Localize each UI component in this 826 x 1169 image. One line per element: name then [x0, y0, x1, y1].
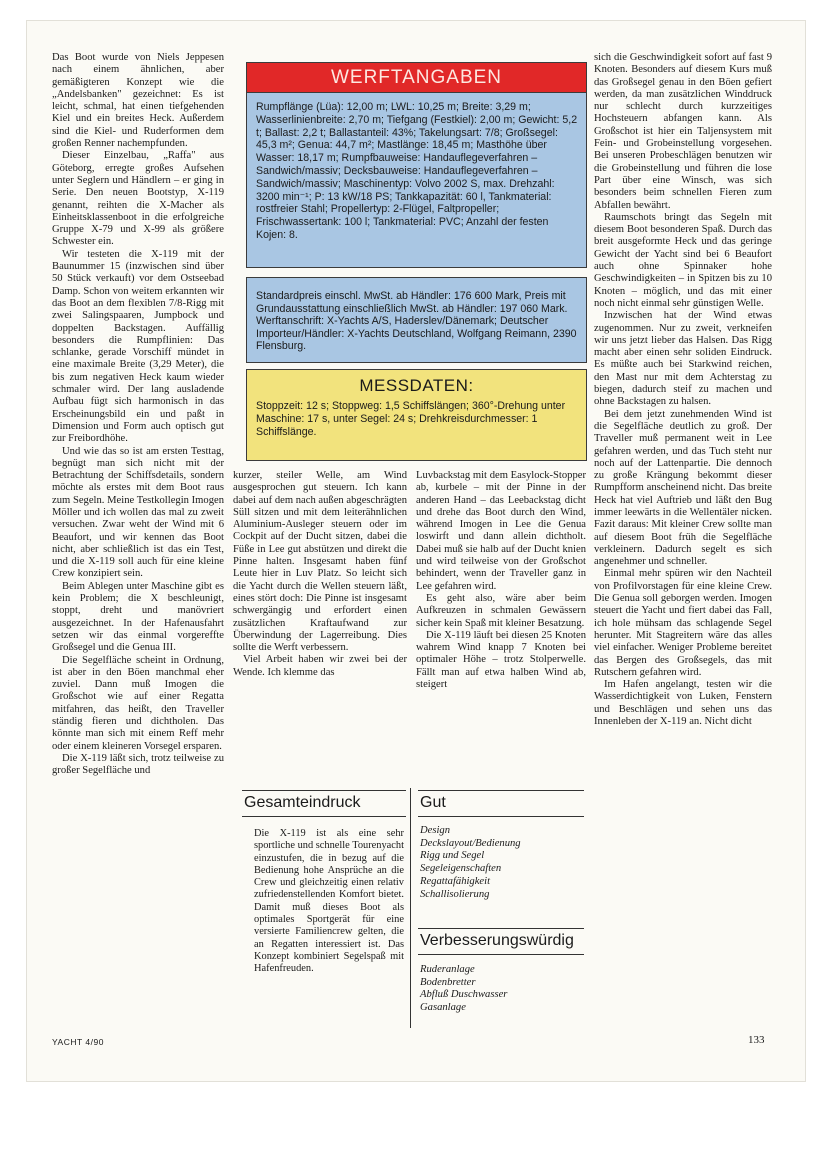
- list-item: Abfluß Duschwasser: [420, 989, 508, 1001]
- list-item: Bodenbretter: [420, 976, 476, 988]
- paragraph: Dieser Einzelbau, „Raffa" aus Göteborg, erregte großes Aufsehen unter Seglern und Händlern – er ging in Serie. Den neuen Bootstyp, X-119 genannt, reihten die X-Macher als Einheitsklassenboot in die erfolgreiche Gruppe X-79 und X-99 als größere Schwester ein.: [52, 150, 224, 248]
- list-item: Ruderanlage: [420, 964, 475, 975]
- divider: [242, 790, 406, 791]
- list-item: Rigg und Segel: [420, 850, 485, 862]
- column-divider: [410, 788, 411, 1028]
- messdaten-text: Stoppzeit: 12 s; Stoppweg: 1,5 Schiffslängen; 360°-Drehung unter Maschine: 17 s, unter Segel: 24 s; Drehkreisdurchmesser: 1 Schiffslänge.: [256, 400, 566, 438]
- price-box: Standardpreis einschl. MwSt. ab Händler: 176 600 Mark, Preis mit Grundausstattung einschließlich MwSt. ab Händler: 197 060 Mark. Werftanschrift: X-Yachts A/S, Haderslev/Dänemark; Deutscher Importeur/Händler: X-Yachts Deutschland, Wolfgang Reimann, 2390 Flensburg.: [246, 277, 587, 363]
- werftangaben-title: WERFTANGABEN: [247, 63, 586, 93]
- werftangaben-box: [246, 62, 587, 268]
- divider: [242, 816, 406, 817]
- gut-list: [420, 825, 521, 901]
- list-item: Segeleigenschaften: [420, 863, 502, 875]
- text-column-4: [594, 52, 772, 1040]
- verbesserungswuerdig-list: [420, 964, 507, 1015]
- list-item: Gasanlage: [420, 1002, 466, 1014]
- paragraph: Inzwischen hat der Wind etwas zugenommen. Nur zu zweit, verkneifen wir uns jetzt lieber das Halsen. Das Rigg macht aber einen sehr soliden Eindruck. Es müßte auch bei Starkwind reichen, den Mast nur mit dem Achterstag zu biegen, dadurch steif zu machen und ohne Backstagen zu halsen.: [594, 310, 772, 408]
- paragraph: Und wie das so ist am ersten Testtag, begnügt man sich nicht mit der Betrachtung der Schiffsdetails, sondern möchte als erstes mit dem Boot raus zum Segeln. Meine Testkollegin Imogen Möller und ich wollen das mal zu zweit versuchen. Zwar weht der Wind mit 6 Beaufort, und wir kennen das Boot nicht, aber schließlich ist das ein Test, und die X-119 soll auch für eine kleine Crew konzipiert sein.: [52, 445, 224, 580]
- page-number: 133: [748, 1034, 765, 1046]
- paragraph: Bei dem jetzt zunehmenden Wind ist die Segelfläche deutlich zu groß. Der Traveller muß permanent weit in Lee gefahren werden, und das Tuch steht nur noch auf der Lattenpartie. Die dennoch zu große Krängung bekommt dieser Rumpfform anscheinend nicht. Das breite Heck hat viel Auftrieb und läßt den Bug immer leewärts in die Wellentäler nicken. Fazit daraus: Mit kleiner Crew sollte man auf diesem Boot früh die Segelfläche verkleinern. Dadurch segelt es sich angenehmer und schneller.: [594, 408, 772, 568]
- paragraph: Beim Ablegen unter Maschine gibt es kein Problem; die X beschleunigt, stoppt, dreht und manövriert ausgezeichnet. In der Hafenausfahrt setzen wir das einmal vorgereffte Großsegel und die Genua III.: [52, 580, 224, 654]
- paragraph: Einmal mehr spüren wir den Nachteil von Profilvorstagen für eine kleine Crew. Die Genua soll geborgen werden. Imogen steuert die Yacht und fiert dabei das Fall, ich hole mühsam das schlagende Segel herunter. Mit Stagreitern wäre das alles viel einfacher. Weniger Probleme bereitet das Bergen des Großsegels, das mit Rutschern gefahren wird.: [594, 568, 772, 678]
- paragraph: kurzer, steiler Welle, am Wind ausgesprochen gut steuern. Ich kann dabei auf dem nach außen abgeschrägten Süll sitzen und mit dem leiterähnlichen Aluminium-Ausleger steuern oder im Cockpit auf der Ducht sitzen, dabei die Füße in Lee gut abstützen und direkt die Pinne halten. Insgesamt haben fünf Leute hier in Luv Platz. So leicht sich die Yacht durch die Wellen steuern läßt, eines stört doch: Die Pinne ist insgesamt schwergängig und erfordert einen zusätzlichen Kraftaufwand zur Überwindung der Lagerreibung. Dies sollte die Werft verbessern.: [233, 470, 407, 654]
- paragraph: Luvbackstag mit dem Easylock-Stopper ab, kurbele – mit der Pinne in der anderen Hand – das Leebackstag dicht und drehe das Boot durch den Wind, während Imogen in Lee die Genua loswirft und dann allein dichtholt. Dabei muß sie halb auf der Ducht knien und wird teilweise von der Großschot behindert, wenn der Traveller ganz in Lee gefahren wird.: [416, 470, 586, 592]
- list-item: Regattafähigkeit: [420, 875, 491, 887]
- issue-label: YACHT 4/90: [52, 1037, 104, 1047]
- paragraph: Es geht also, wäre aber beim Aufkreuzen in schmalen Gewässern sicher kein Spaß mit kleiner Besatzung.: [416, 592, 586, 629]
- text-column-3: [416, 470, 586, 782]
- gesamteindruck-title: Gesamteindruck: [244, 794, 361, 811]
- list-item: Schallisolierung: [420, 888, 490, 900]
- paragraph: Das Boot wurde von Niels Jeppesen nach einem ähnlichen, aber gemäßigteren Konzept wie die „Andelsbanken" gezeichnet: Es ist leicht, schmal, hat einen tiefgehenden Kiel und ein breites Heck. Außerdem sind die Kiel- und Ruderformen dem großen Renner nachempfunden.: [52, 52, 224, 150]
- paragraph: Viel Arbeit haben wir zwei bei der Wende. Ich klemme das: [233, 654, 407, 678]
- gesamteindruck-text: Die X-119 ist als eine sehr sportliche und schnelle Tourenyacht einzustufen, die in bezug auf die Bedienung hohe Ansprüche an die Crew und gleichzeitig einen relativ zufriedenstellenden Komfort bietet. Damit muß dieses Boot als optimales Sportgerät für eine versierte Familiencrew gelten, die an Regatten interessiert ist. Das Konzept kombiniert Segelspaß mit Hafenfreuden.: [254, 828, 404, 975]
- divider: [418, 928, 584, 929]
- gut-title: Gut: [420, 794, 446, 811]
- text-column-1: [52, 52, 224, 1040]
- divider: [418, 816, 584, 817]
- verbesserungswuerdig-title: Verbesserungswürdig: [420, 932, 574, 949]
- paragraph: Raumschots bringt das Segeln mit diesem Boot besonderen Spaß. Durch das breit ausgeformte Heck und das geringe Gewicht der Yacht sind bei 6 Beaufort auch ohne Spinnaker hohe Geschwindigkeiten – in Spitzen bis zu 10 Knoten – möglich, und das mit einer noch nicht einmal sehr günstigen Welle.: [594, 211, 772, 309]
- divider: [418, 954, 584, 955]
- paragraph: Die X-119 läuft bei diesen 25 Knoten wahrem Wind knapp 7 Knoten bei optimaler Höhe – trotz Stolperwelle. Fällt man auf etwa halben Wind ab, steigert: [416, 629, 586, 691]
- paragraph: Die Segelfläche scheint in Ordnung, ist aber in den Böen manchmal eher zuviel. Dann muß Imogen die Großschot wie auf einer Regatta mitfahren, das heißt, den Traveller ständig fieren und dichtholen. Das könnte man sich mit einem Reff mehr oder einem kleineren Vorsegel ersparen.: [52, 654, 224, 752]
- verdict-section: [238, 788, 588, 1032]
- messdaten-box: [246, 369, 587, 461]
- messdaten-title: MESSDATEN:: [359, 376, 474, 395]
- divider: [418, 790, 584, 791]
- werftangaben-text: Rumpflänge (Lüa): 12,00 m; LWL: 10,25 m; Breite: 3,29 m; Wasserlinienbreite: 2,70 m; Tiefgang (Festkiel): 2,00 m; Gewicht: 5,2 t; Ballast: 2,2 t; Ballastanteil: 43%; Takelungsart: 7/8; Großsegel: 45,3 m²; Genua: 44,7 m²; Mastlänge: 18,45 m; Masthöhe über Wasser: 18,17 m; Rumpfbauweise: Handauflegeverfahren – Sandwich/massiv; Decksbauweise: Handauflegeverfahren – Sandwich/massiv; Maschinentyp: Volvo 2002 S, max. Drehzahl: 3200 min⁻¹; P: 13 kW/18 PS; Tankkapazität: 60 l, Tankmaterial: rostfreier Stahl; Propellertyp: 2-Flügel, Faltpropeller; Frischwassertank: 100 l; Tankmaterial: PVC; Anzahl der festen Kojen: 8.: [256, 101, 578, 241]
- text-column-2: [233, 470, 407, 782]
- paragraph: sich die Geschwindigkeit sofort auf fast 9 Knoten. Besonders auf diesem Kurs muß das Großsegel genau in den Böen gefiert werden, da man zusätzlichen Winddruck nur schlecht durch kurzzeitiges Hochsteuern abfangen kann. Als Großschot ist hier ein Taljensystem mit Fein- und Grobeinstellung vorgesehen. Bei unseren Probeschlägen benutzen wir die Grobeinstellung und führen die lose Part über eine Winsch, was sich besonders beim schnellen Fieren zum Abfallen bewährt.: [594, 52, 772, 211]
- paragraph: Wir testeten die X-119 mit der Baunummer 15 (inzwischen sind über 50 Stück verkauft) vor dem Ostseebad Damp. Schon von weitem erkannten wir das Boot an dem flexiblen 7/8-Rigg mit zwei Salingspaaren, Jumpbock und doppelten Backstagen. Auffällig besonders die Rumpflinien: Das schlanke, gerade Vorschiff mündet in eine maximale Breite (3,29 Meter), die bis zum negativen Heck kaum wieder schmaler wird. Der lang ausladende Aufbau fügt sich harmonisch in das Erscheinungsbild ein und paßt in Dimension und Form auch optisch gut zur Freibordhöhe.: [52, 248, 224, 445]
- paragraph: Die X-119 läßt sich, trotz teilweise zu großer Segelfläche und: [52, 752, 224, 777]
- list-item: Design: [420, 825, 451, 836]
- paragraph: Im Hafen angelangt, testen wir die Wasserdichtigkeit von Luken, Fenstern und Beschlägen und sehen uns das Innenleben der X-119 an. Nicht dicht: [594, 679, 772, 728]
- list-item: Deckslayout/Bedienung: [420, 837, 521, 849]
